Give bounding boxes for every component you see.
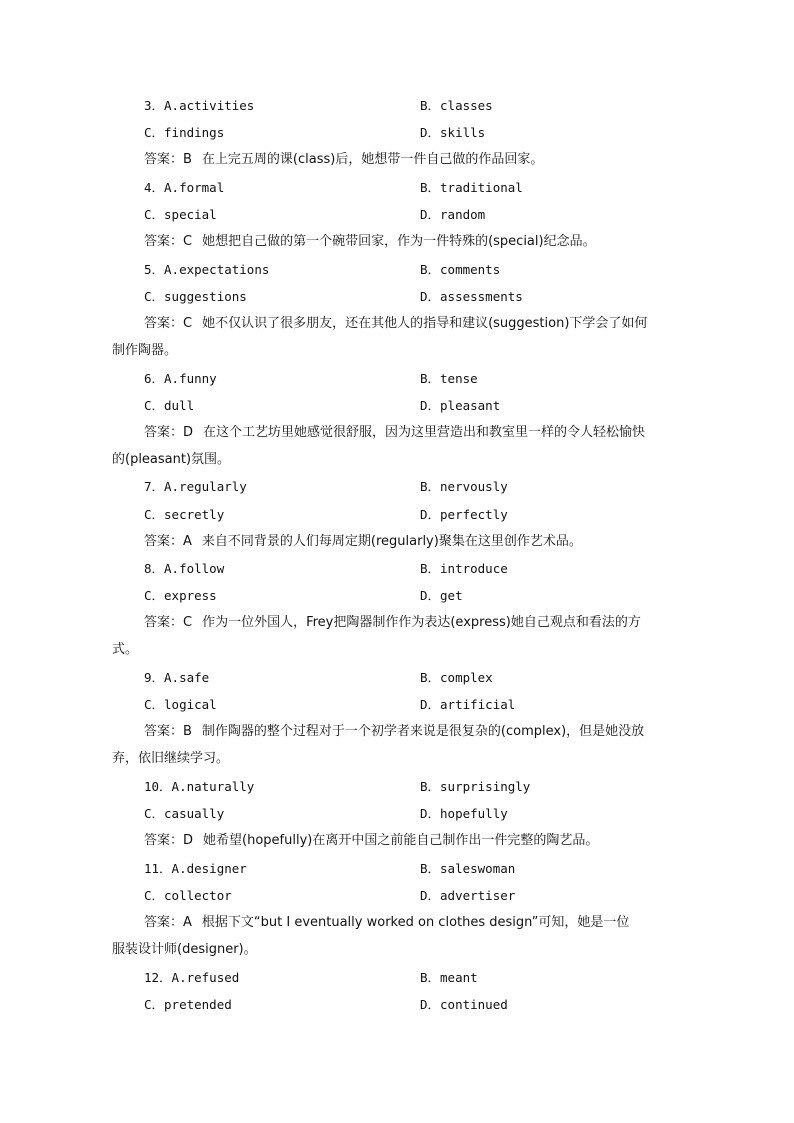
answer-label: 答案：C <box>144 234 193 249</box>
answer-explanation: 根据下文“but I eventually worked on clothes design”可知，她是一位 <box>201 915 630 930</box>
answer-label: 答案：B <box>144 152 192 167</box>
option-c: C．secretly <box>144 507 225 522</box>
answer-explanation: 制作陶器的整个过程对于一个初学者来说是很复杂的(complex)，但是她没放 <box>201 724 645 739</box>
option-c: C．dull <box>144 398 195 413</box>
answer-explanation-continued: 制作陶器。 <box>112 343 178 358</box>
option-d: D．artificial <box>420 697 516 712</box>
option-c: C．collector <box>144 888 232 903</box>
option-c: C．logical <box>144 697 217 712</box>
answer-line <box>144 723 644 741</box>
option-c: C．findings <box>144 125 225 140</box>
option-b: B．nervously <box>420 479 508 494</box>
answer-line <box>144 832 598 850</box>
option-b: B．surprisingly <box>420 779 531 794</box>
answer-line <box>144 315 647 333</box>
option-c: C．pretended <box>144 997 232 1012</box>
answer-label: 答案：C <box>144 316 193 331</box>
option-b: B．comments <box>420 262 501 277</box>
option-d: D．hopefully <box>420 806 508 821</box>
answer-line <box>144 233 596 251</box>
option-d: D．advertiser <box>420 888 516 903</box>
answer-line <box>144 614 641 632</box>
option-d: D．continued <box>420 997 508 1012</box>
answer-explanation: 她想把自己做的第一个碗带回家，作为一件特殊的(special)纪念品。 <box>202 234 596 249</box>
answer-line <box>144 424 645 442</box>
option-c: C．special <box>144 207 217 222</box>
option-d: D．skills <box>420 125 486 140</box>
option-a: 5．A.expectations <box>144 262 270 277</box>
option-a: 12．A.refused <box>144 970 240 985</box>
option-a: 7．A.regularly <box>144 479 247 494</box>
option-b: B．traditional <box>420 180 523 195</box>
answer-explanation-continued: 式。 <box>112 642 139 657</box>
answer-explanation: 她不仅认识了很多朋友，还在其他人的指导和建议(suggestion)下学会了如何 <box>202 316 648 331</box>
option-b: B．meant <box>420 970 478 985</box>
answer-explanation: 她希望(hopefully)在离开中国之前能自己制作出一件完整的陶艺品。 <box>203 833 599 848</box>
option-d: D．random <box>420 207 486 222</box>
option-a: 8．A.follow <box>144 561 225 576</box>
answer-line <box>144 151 543 169</box>
answer-label: 答案：A <box>144 534 192 549</box>
answer-line <box>144 914 629 932</box>
answer-explanation: 在这个工艺坊里她感觉很舒服，因为这里营造出和教室里一样的令人轻松愉快 <box>203 425 646 440</box>
option-b: B．complex <box>420 670 493 685</box>
answer-explanation-continued: 的(pleasant)氛围。 <box>112 452 231 467</box>
answer-line <box>144 533 582 551</box>
option-a: 10．A.naturally <box>144 779 255 794</box>
option-d: D．pleasant <box>420 398 501 413</box>
option-b: B．tense <box>420 371 478 386</box>
option-a: 11．A.designer <box>144 861 247 876</box>
answer-explanation: 在上完五周的课(class)后，她想带一件自己做的作品回家。 <box>201 152 544 167</box>
option-b: B．introduce <box>420 561 508 576</box>
option-c: C．express <box>144 588 217 603</box>
option-b: B．saleswoman <box>420 861 516 876</box>
answer-explanation: 来自不同背景的人们每周定期(regularly)聚集在这里创作艺术品。 <box>201 534 582 549</box>
answer-label: 答案：C <box>144 615 193 630</box>
option-a: 9．A.safe <box>144 670 210 685</box>
option-d: D．perfectly <box>420 507 508 522</box>
option-a: 6．A.funny <box>144 371 217 386</box>
answer-label: 答案：D <box>144 425 194 440</box>
answer-explanation-continued: 服装设计师(designer)。 <box>112 942 257 957</box>
option-a: 3．A.activities <box>144 98 255 113</box>
option-d: D．assessments <box>420 289 523 304</box>
option-c: C．casually <box>144 806 225 821</box>
answer-explanation-continued: 弃，依旧继续学习。 <box>112 751 230 766</box>
answer-explanation: 作为一位外国人，Frey把陶器制作作为表达(express)她自己观点和看法的方 <box>202 615 641 630</box>
option-d: D．get <box>420 588 463 603</box>
option-b: B．classes <box>420 98 493 113</box>
option-a: 4．A.formal <box>144 180 225 195</box>
answer-label: 答案：D <box>144 833 194 848</box>
option-c: C．suggestions <box>144 289 247 304</box>
answer-label: 答案：A <box>144 915 192 930</box>
answer-label: 答案：B <box>144 724 192 739</box>
